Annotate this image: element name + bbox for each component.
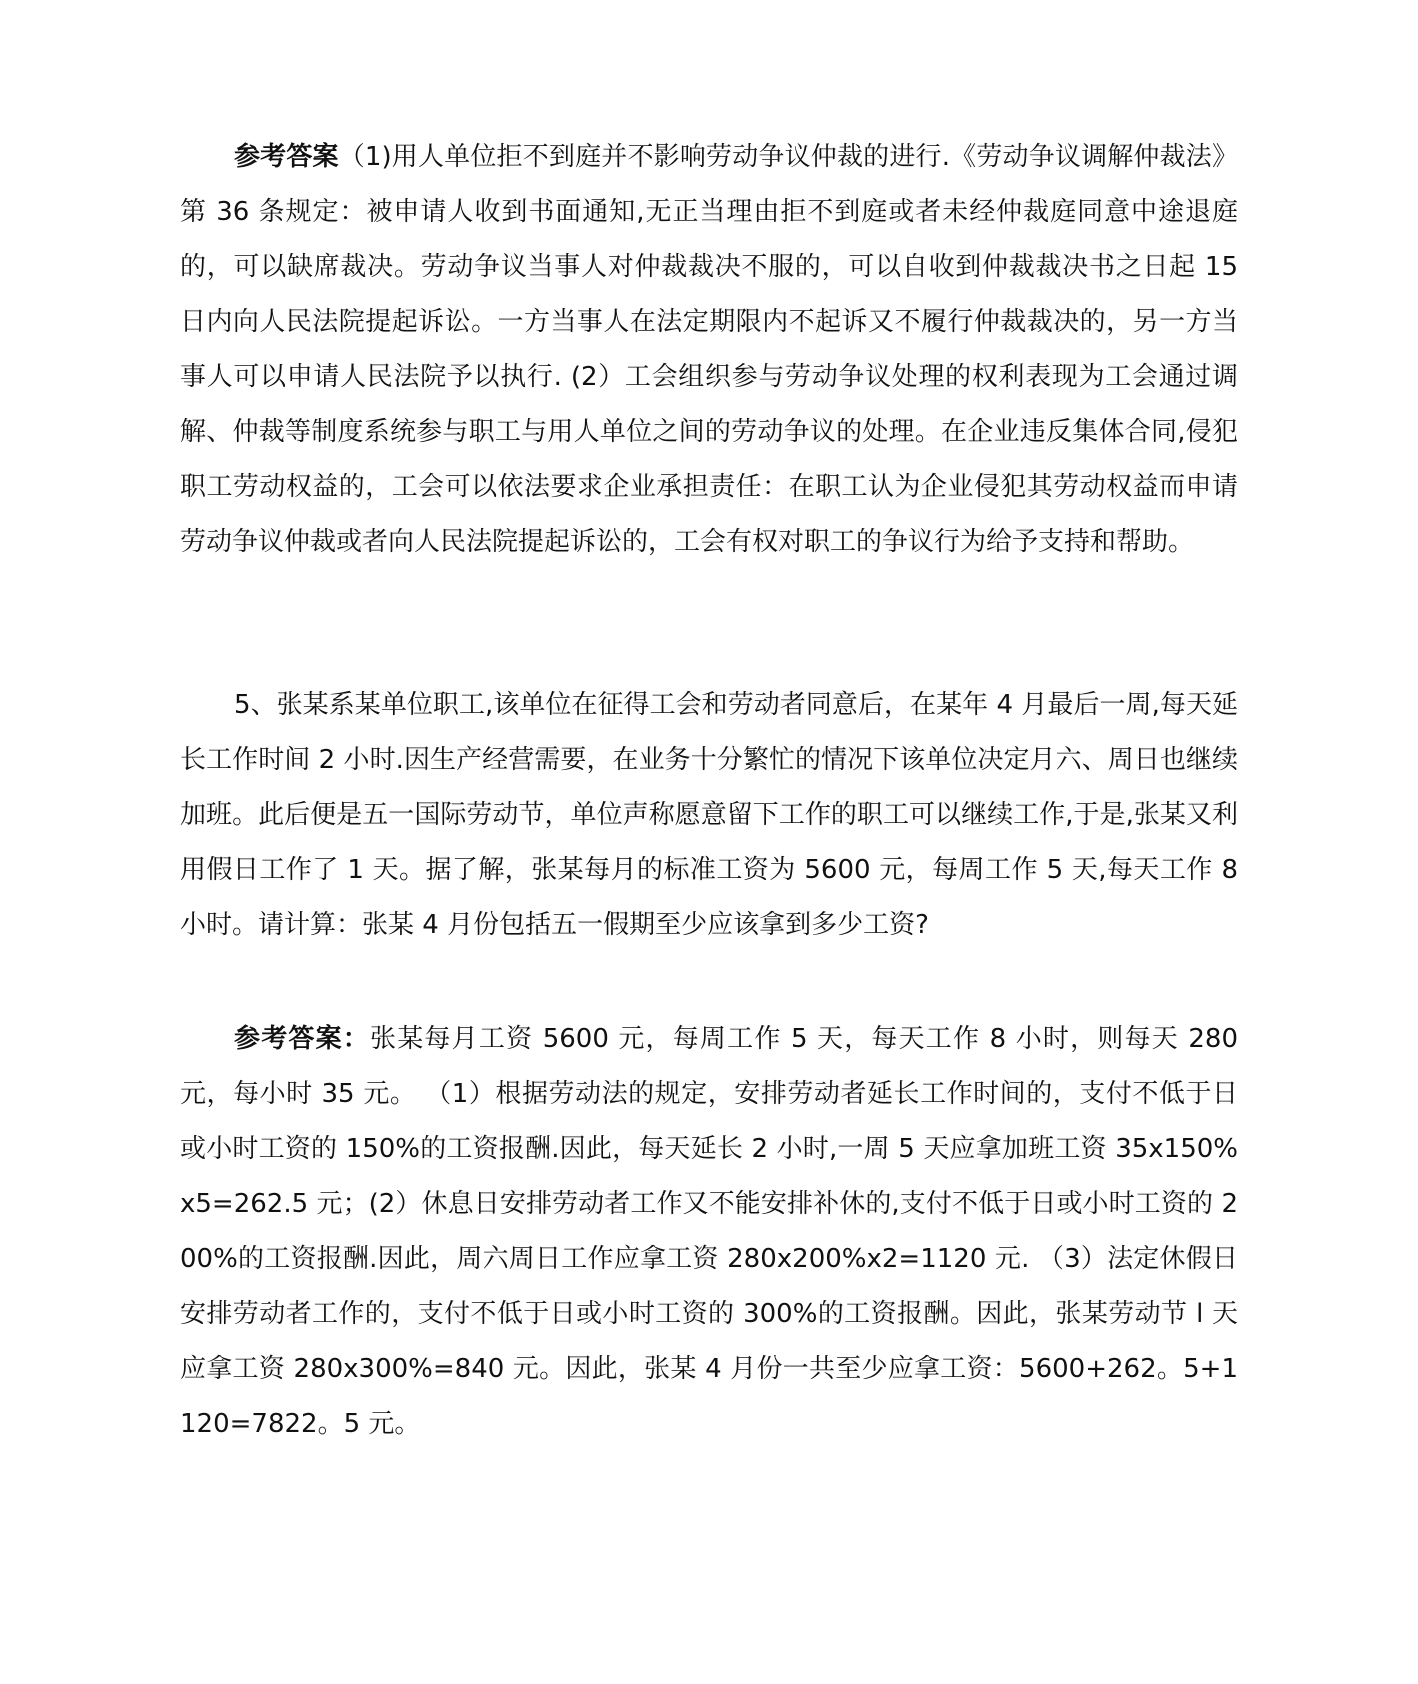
answer-text: （1)用人单位拒不到庭并不影响劳动争议仲裁的进行.《劳动争议调解仲裁法》第 36 条规定：被申请人收到书面通知,无正当理由拒不到庭或者未经仲裁庭同意中途退庭的，可以缺席裁决。劳动争议当事人对仲裁裁决不服的，可以自收到仲裁裁决书之日起 15 日内向人民法院提起诉讼。一方当事人在法定期限内不起诉又不履行仲裁裁决的，另一方当事人可以申请人民法院予以执行. (2）工会组织参与劳动争议处理的权利表现为工会通过调解、仲裁等制度系统参与职工与用人单位之间的劳动争议的处理。在企业违反集体合同,侵犯职工劳动权益的，工会可以依法要求企业承担责任：在职工认为企业侵犯其劳动权益而申请劳动争议仲裁或者向人民法院提起诉讼的，工会有权对职工的争议行为给予支持和帮助。	[180, 142, 1238, 557]
answer-label: 参考答案：	[234, 1024, 371, 1054]
answer-paragraph-1	[180, 130, 1238, 570]
answer-text: 张某每月工资 5600 元，每周工作 5 天，每天工作 8 小时，则每天 280 元，每小时 35 元。 （1）根据劳动法的规定，安排劳动者延长工作时间的，支付不低于日或小时工资的 150%的工资报酬.因此，每天延长 2 小时,一周 5 天应拿加班工资 35x150% x5=262.5 元；(2）休息日安排劳动者工作又不能安排补休的,支付不低于日或小时工资的 200%的工资报酬.因此，周六周日工作应拿工资 280x200%x2=1120 元. （3）法定休假日安排劳动者工作的，支付不低于日或小时工资的 300%的工资报酬。因此，张某劳动节 l 天应拿工资 280x300%=840 元。因此，张某 4 月份一共至少应拿工资：5600+262。5+1120=7822。5 元。	[180, 1024, 1238, 1439]
question-text: 5、张某系某单位职工,该单位在征得工会和劳动者同意后，在某年 4 月最后一周,每天延长工作时间 2 小时.因生产经营需要，在业务十分繁忙的情况下该单位决定月六、周日也继续加班。此后便是五一国际劳动节，单位声称愿意留下工作的职工可以继续工作,于是,张某又利用假日工作了 1 天。据了解，张某每月的标准工资为 5600 元，每周工作 5 天,每天工作 8 小时。请计算：张某 4 月份包括五一假期至少应该拿到多少工资?	[180, 690, 1238, 940]
question-paragraph-5	[180, 678, 1238, 953]
answer-paragraph-5	[180, 1012, 1238, 1452]
answer-label: 参考答案	[234, 142, 339, 172]
